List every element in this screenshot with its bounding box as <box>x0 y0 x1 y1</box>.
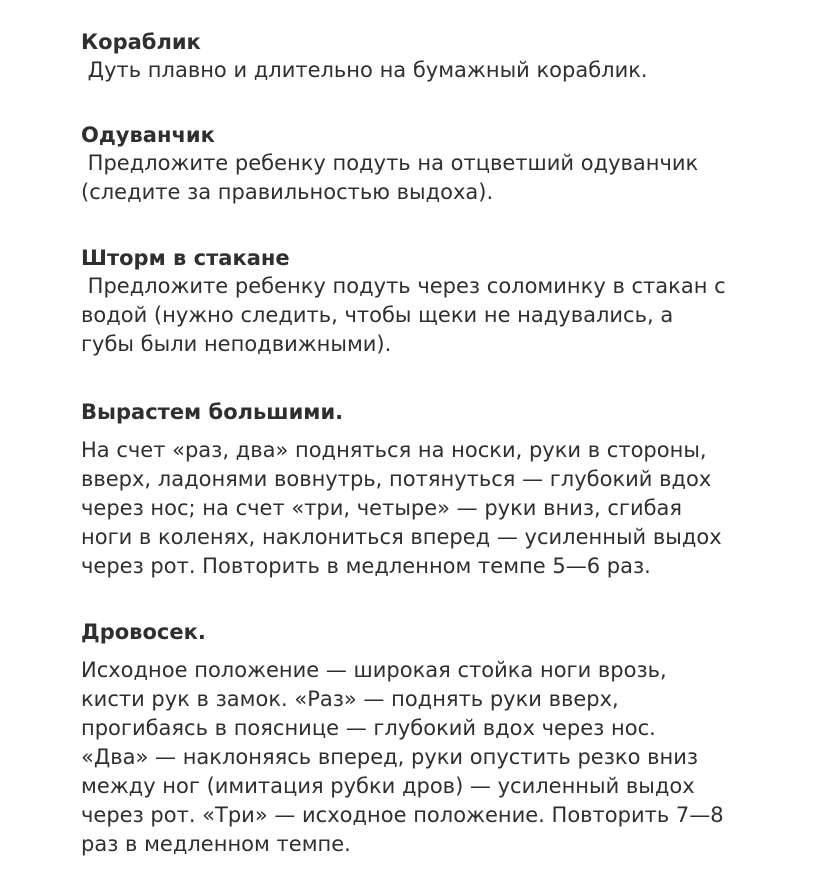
exercise-text-line: раз в медленном темпе. <box>81 832 351 856</box>
exercise-title: Кораблик <box>81 30 201 54</box>
exercise-drovosek <box>81 618 781 859</box>
exercise-oduvanchik <box>81 121 781 207</box>
exercise-title: Вырастем большими. <box>81 400 344 424</box>
exercise-text-line: ноги в коленях, наклониться вперед — усиленный выдох <box>81 525 722 549</box>
exercise-text-line: кисти рук в замок. «Раз» — поднять руки вверх, <box>81 687 619 711</box>
exercise-title: Дровосек. <box>81 620 206 644</box>
exercise-text-line: Исходное положение — широкая стойка ноги врозь, <box>81 658 667 682</box>
exercise-text-line: между ног (имитация рубки дров) — усиленный выдох <box>81 774 695 798</box>
exercise-text-line: Предложите ребенку подуть на отцветший одуванчик <box>81 151 699 175</box>
exercise-title: Шторм в стакане <box>81 246 290 270</box>
exercise-shtorm <box>81 244 781 359</box>
exercise-text-line: Дуть плавно и длительно на бумажный кораблик. <box>81 58 648 82</box>
exercise-text-line: На счет «раз, два» подняться на носки, руки в стороны, <box>81 438 707 462</box>
exercise-text-line: (следите за правильностью выдоха). <box>81 180 494 204</box>
exercise-text-line: «Два» — наклоняясь вперед, руки опустить резко вниз <box>81 745 699 769</box>
exercise-text-line: вверх, ладонями вовнутрь, потянуться — глубокий вдох <box>81 467 712 491</box>
exercise-text-line: через рот. Повторить в медленном темпе 5—6 раз. <box>81 554 651 578</box>
exercise-title: Одуванчик <box>81 123 215 147</box>
exercise-text-line: прогибаясь в пояснице — глубокий вдох через нос. <box>81 716 656 740</box>
exercise-vyrastem <box>81 398 781 581</box>
exercise-text-line: губы были неподвижными). <box>81 332 392 356</box>
exercise-text-line: водой (нужно следить, чтобы щеки не надувались, а <box>81 303 674 327</box>
exercise-text-line: Предложите ребенку подуть через соломинку в стакан с <box>81 274 726 298</box>
exercise-korablik <box>81 28 781 85</box>
exercise-text-line: через рот. «Три» — исходное положение. Повторить 7—8 <box>81 803 724 827</box>
exercise-text-line: через нос; на счет «три, четыре» — руки вниз, сгибая <box>81 496 683 520</box>
